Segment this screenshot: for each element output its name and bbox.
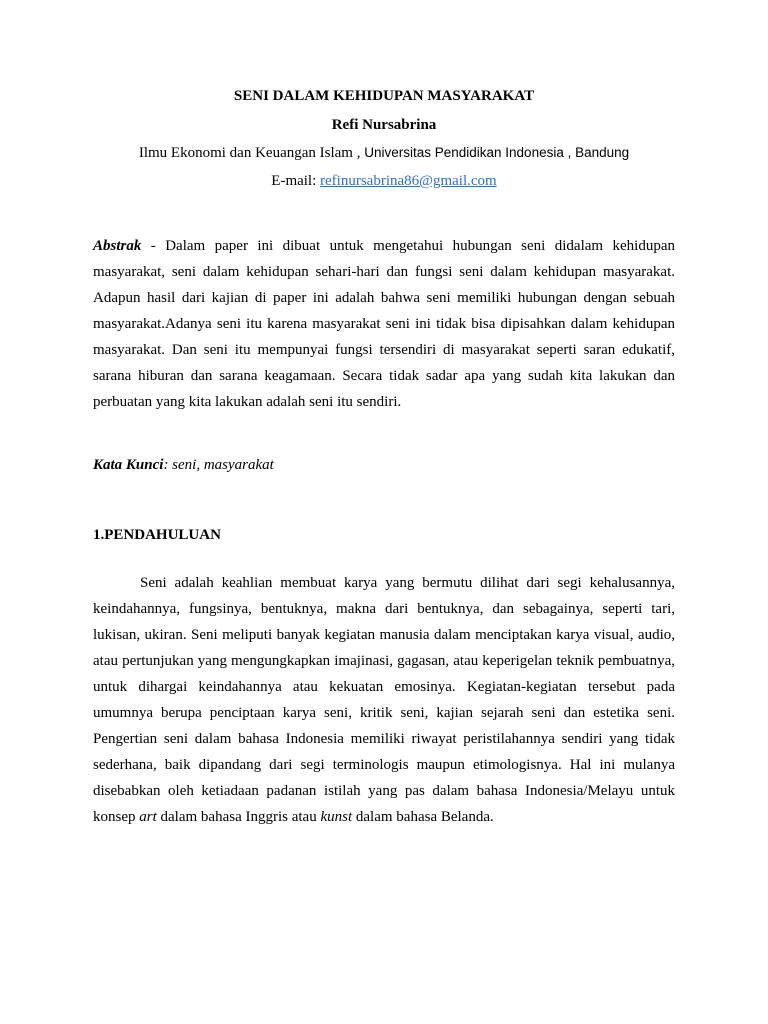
- author-name: Refi Nursabrina: [331, 117, 437, 133]
- body-italic-art: art: [139, 809, 157, 825]
- paper-title: SENI DALAM KEHIDUPAN MASYARAKAT: [233, 88, 535, 104]
- keywords-label: Kata Kunci: [93, 457, 164, 473]
- affiliation-university: Universitas Pendidikan Indonesia , Bandung: [364, 145, 630, 160]
- body-text-part1: Seni adalah keahlian membuat karya yang bermutu dilihat dari segi kehalusannya, keindahannya, fungsinya, bentuknya, makna dari bentuknya, dan sebagainya, seperti tari, lukisan, ukiran. Seni meliputi banyak kegiatan manusia dalam menciptakan karya visual, audio, atau pertunjukan yang mengungkapkan imajinasi, gagasan, atau keperigelan teknik pembuatnya, untuk dihargai keindahannya atau kekuatan emosinya. Kegiatan-kegiatan tersebut pada umumnya berupa penciptaan karya seni, kritik seni, kajian sejarah seni dan estetika seni. Pengertian seni dalam bahasa Indonesia memiliki riwayat peristilahannya sendiri yang tidak sederhana, baik dipandang dari segi terminologis maupun etimologisnya. Hal ini mulanya disebabkan oleh ketiadaan padanan istilah yang pas dalam bahasa Indonesia/Melayu untuk konsep: [93, 575, 675, 825]
- abstract-label: Abstrak: [93, 238, 142, 254]
- body-italic-kunst: kunst: [320, 809, 353, 825]
- keywords-value: : seni, masyarakat: [163, 457, 274, 473]
- affiliation-department: Ilmu Ekonomi dan Keuangan Islam ,: [138, 145, 361, 161]
- body-paragraph: [93, 570, 675, 830]
- affiliation: [0, 143, 768, 163]
- email-label: E-mail:: [271, 173, 317, 189]
- abstract-text: - Dalam paper ini dibuat untuk mengetahui hubungan seni didalam kehidupan masyarakat, seni dalam kehidupan sehari-hari dan fungsi seni dalam kehidupan masyarakat. Adapun hasil dari kajian di paper ini adalah bahwa seni memiliki hubungan dengan sebuah masyarakat.Adanya seni itu karena masyarakat seni ini tidak bisa dipisahkan dalam kehidupan masyarakat. Dan seni itu mempunyai fungsi tersendiri di masyarakat seperti saran edukatif, sarana hiburan dan sarana keagamaan. Secara tidak sadar apa yang sudah kita lakukan dan perbuatan yang kita lakukan adalah seni itu sendiri.: [93, 238, 675, 410]
- email-line: [0, 171, 768, 191]
- keywords-line: [93, 454, 274, 476]
- body-text-part3: dalam bahasa Belanda.: [352, 809, 494, 825]
- section-heading-pendahuluan: 1.PENDAHULUAN: [93, 527, 221, 543]
- body-text-part2: dalam bahasa Inggris atau: [156, 809, 321, 825]
- email-link[interactable]: refinursabrina86@gmail.com: [320, 173, 497, 189]
- abstract-paragraph: [93, 233, 675, 415]
